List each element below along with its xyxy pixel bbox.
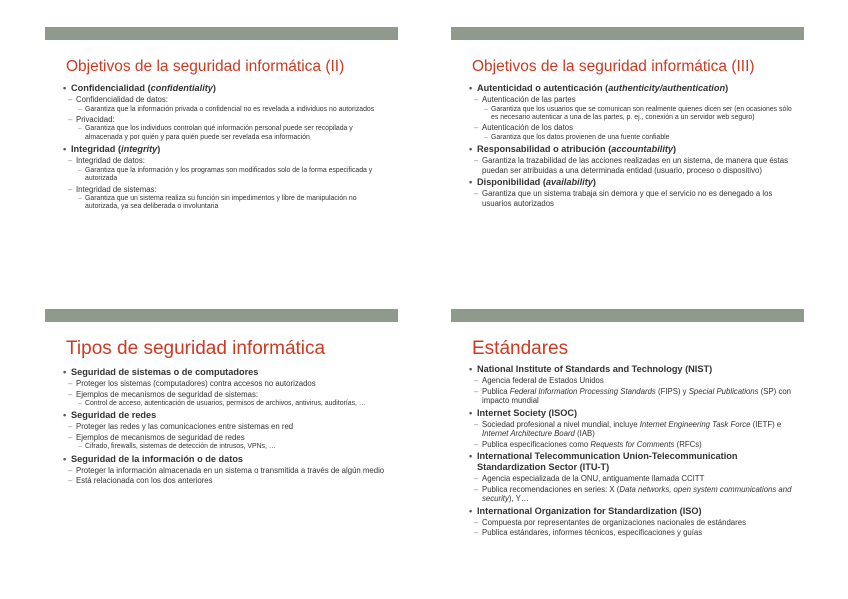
slide-tipos-seguridad (45, 309, 398, 486)
bullet-text: Data networks, open system communications and security (482, 484, 792, 503)
bullet-text: Confidencialidad ( (71, 83, 151, 93)
bullet-text: Publica estándares, informes técnicos, especificaciones y guías (482, 528, 703, 537)
bullet-level-3 (63, 443, 392, 451)
bullet-text: Seguridad de la información o de datos (71, 453, 244, 464)
slide-objetivos-iii (451, 27, 804, 208)
bullet-text: Special Publications (688, 386, 759, 396)
bullet-text: Ejemplos de mecanismos de seguridad de redes (76, 432, 245, 442)
bullet-text: Garantiza la trazabilidad de las acciones realizadas en un sistema, de manera que éstas puedan ser atribuidas a una determinada entidad (usuario, proceso o dispositivo) (482, 156, 788, 175)
bullet-level-2 (63, 390, 392, 400)
bullet-text: (IETF) e (750, 419, 782, 429)
bullet-text: ) (673, 144, 677, 155)
bullet-level-1 (469, 83, 798, 94)
bullet-text: Agencia federal de Estados Unidos (482, 376, 604, 385)
bullet-level-2 (63, 156, 392, 166)
bullet-text: Internet Architecture Board (482, 429, 575, 438)
bullet-level-1 (469, 506, 798, 517)
bullet-text: Garantiza que la información y los programas son modificados solo de la forma especificada y autorizada (85, 166, 373, 183)
bullet-text: Agencia especializada de la ONU, antiguamente llamada CCITT (482, 474, 705, 483)
bullet-level-2 (469, 95, 798, 105)
bullet-text: ), Y… (508, 494, 529, 503)
bullet-text: Garantiza que un sistema realiza su función sin impedimentos y libre de manipulación no autorizada, ya sea deliberada o involuntaria (85, 195, 357, 211)
bullet-level-2 (63, 185, 392, 195)
bullet-text: Integridad de datos: (76, 156, 145, 166)
bullet-text: International Organization for Standardization (ISO) (477, 505, 702, 516)
slide-header-bar (45, 309, 398, 322)
bullet-level-1 (63, 367, 392, 378)
slide-body (63, 83, 398, 212)
bullet-level-2 (469, 528, 798, 538)
bullet-text: Autenticación de las partes (482, 95, 576, 104)
bullet-text: ) (212, 83, 216, 93)
bullet-level-1 (469, 451, 798, 473)
bullet-level-2 (469, 156, 798, 175)
bullet-text: authenticity/authentication (608, 83, 726, 93)
bullet-level-2 (469, 485, 798, 504)
bullet-text: Ejemplos de mecanismos de seguridad de sistemas: (76, 389, 259, 399)
bullet-text: National Institute of Standards and Technology (NIST) (477, 364, 713, 374)
bullet-text: ) (725, 83, 729, 93)
bullet-text: Privacidad: (76, 114, 115, 124)
slide-title: Objetivos de la seguridad informática (III) (472, 58, 755, 75)
slide-header-bar (45, 27, 398, 40)
bullet-level-3 (63, 106, 392, 114)
bullet-level-2 (469, 387, 798, 406)
bullet-text: (FIPS) y (655, 386, 689, 396)
bullet-text: Seguridad de sistemas o de computadores (71, 367, 259, 377)
bullet-text: accountability (611, 144, 674, 155)
bullet-text: Responsabilidad o atribución ( (477, 144, 612, 155)
slide-header-bar (451, 309, 804, 322)
slide-body (469, 83, 804, 208)
bullet-text: (RFCs) (674, 439, 702, 449)
bullet-text: Requests for Comments (590, 439, 675, 449)
bullet-level-2 (469, 518, 798, 528)
bullet-level-2 (63, 466, 392, 476)
slide-title: Tipos de seguridad informática (66, 338, 326, 359)
bullet-level-2 (469, 376, 798, 386)
bullet-text: Garantiza que la información privada o confidencial no es revelada a individuos no autorizados (85, 105, 375, 113)
bullet-text: Sociedad profesional a nivel mundial, incluye (482, 419, 640, 429)
bullet-text: ) (157, 144, 161, 155)
bullet-level-3 (63, 167, 392, 184)
bullet-level-2 (469, 123, 798, 133)
bullet-text: Confidencialidad de datos: (76, 95, 168, 104)
bullet-text: availability (545, 177, 593, 188)
slide-objetivos-ii (45, 27, 398, 212)
slide-estandares (451, 309, 804, 538)
bullet-text: Garantiza que un sistema trabaja sin demora y que el servicio no es denegado a los usuarios autorizados (482, 189, 773, 208)
bullet-level-3 (63, 125, 392, 142)
bullet-text: Está relacionada con los dos anteriores (76, 476, 213, 486)
bullet-level-3 (63, 400, 392, 408)
bullet-level-2 (469, 420, 798, 439)
bullet-level-3 (63, 195, 392, 212)
bullet-text: Proteger los sistemas (computadores) contra accesos no autorizados (76, 379, 316, 388)
bullet-level-3 (469, 134, 798, 142)
bullet-text: Autenticación de los datos (482, 123, 574, 133)
bullet-text: Garantiza que los individuos controlan qué información personal puede ser recopilada y almacenada y por quién y para quién puede ser revelada esa información (85, 125, 353, 141)
slide-title: Objetivos de la seguridad informática (II) (66, 58, 345, 75)
bullet-text: Compuesta por representantes de organizaciones nacionales de estándares (482, 517, 746, 527)
bullet-text: integrity (121, 144, 158, 155)
bullet-level-2 (469, 474, 798, 484)
bullet-text: Cifrado, firewalls, sistemas de detección de intrusos, VPNs, … (85, 443, 276, 451)
bullet-level-1 (63, 83, 392, 94)
slide-body (469, 364, 804, 538)
bullet-text: Garantiza que los usuarios que se comunican son realmente quienes dicen ser (en ocasiones sólo es necesario autenticar a una de las partes, p. ej., conexión a un servidor web seguro) (491, 105, 792, 121)
bullet-text: (IAB) (574, 429, 595, 438)
bullet-level-2 (63, 115, 392, 125)
bullet-text: International Telecommunication Union-Telecommunication Standardization Sector (ITU-T) (477, 451, 738, 472)
bullet-text: Publica especificaciones como (482, 439, 591, 449)
bullet-text: Publica (482, 386, 510, 396)
bullet-text: Seguridad de redes (71, 410, 157, 421)
bullet-level-1 (63, 144, 392, 155)
bullet-text: ) (592, 177, 596, 188)
bullet-text: Proteger la información almacenada en un sistema o transmitida a través de algún medio (76, 465, 385, 475)
bullet-text: Federal Information Processing Standards (509, 386, 656, 396)
bullet-text: Internet Society (ISOC) (477, 407, 578, 418)
bullet-level-2 (63, 476, 392, 486)
bullet-level-2 (469, 189, 798, 208)
bullet-level-1 (469, 144, 798, 155)
bullet-level-2 (63, 95, 392, 105)
bullet-level-2 (63, 422, 392, 432)
bullet-text: Control de acceso, autenticación de usuarios, permisos de archivos, antivirus, auditorías, … (85, 400, 366, 407)
bullet-level-1 (469, 364, 798, 375)
bullet-level-1 (63, 454, 392, 465)
bullet-text: Integridad ( (71, 144, 122, 155)
bullet-level-3 (469, 106, 798, 123)
bullet-level-2 (469, 440, 798, 450)
bullet-level-1 (63, 410, 392, 421)
slide-body (63, 367, 398, 486)
bullet-text: (SP) con impacto mundial (482, 386, 792, 405)
bullet-text: Integridad de sistemas: (76, 184, 157, 194)
bullet-text: confidentiality (150, 83, 213, 93)
bullet-text: Internet Engineering Task Force (639, 419, 751, 429)
bullet-text: Proteger las redes y las comunicaciones entre sistemas en red (76, 422, 294, 432)
bullet-level-1 (469, 408, 798, 419)
bullet-level-2 (63, 379, 392, 389)
slide-header-bar (451, 27, 804, 40)
bullet-level-1 (469, 177, 798, 188)
bullet-level-2 (63, 433, 392, 443)
bullet-text: Publica recomendaciones en series: X ( (482, 484, 620, 494)
bullet-text: Disponibilidad ( (477, 177, 546, 188)
bullet-text: Garantiza que los datos provienen de una fuente confiable (491, 133, 670, 141)
slide-title: Estándares (472, 338, 569, 359)
bullet-text: Autenticidad o autenticación ( (477, 83, 609, 93)
